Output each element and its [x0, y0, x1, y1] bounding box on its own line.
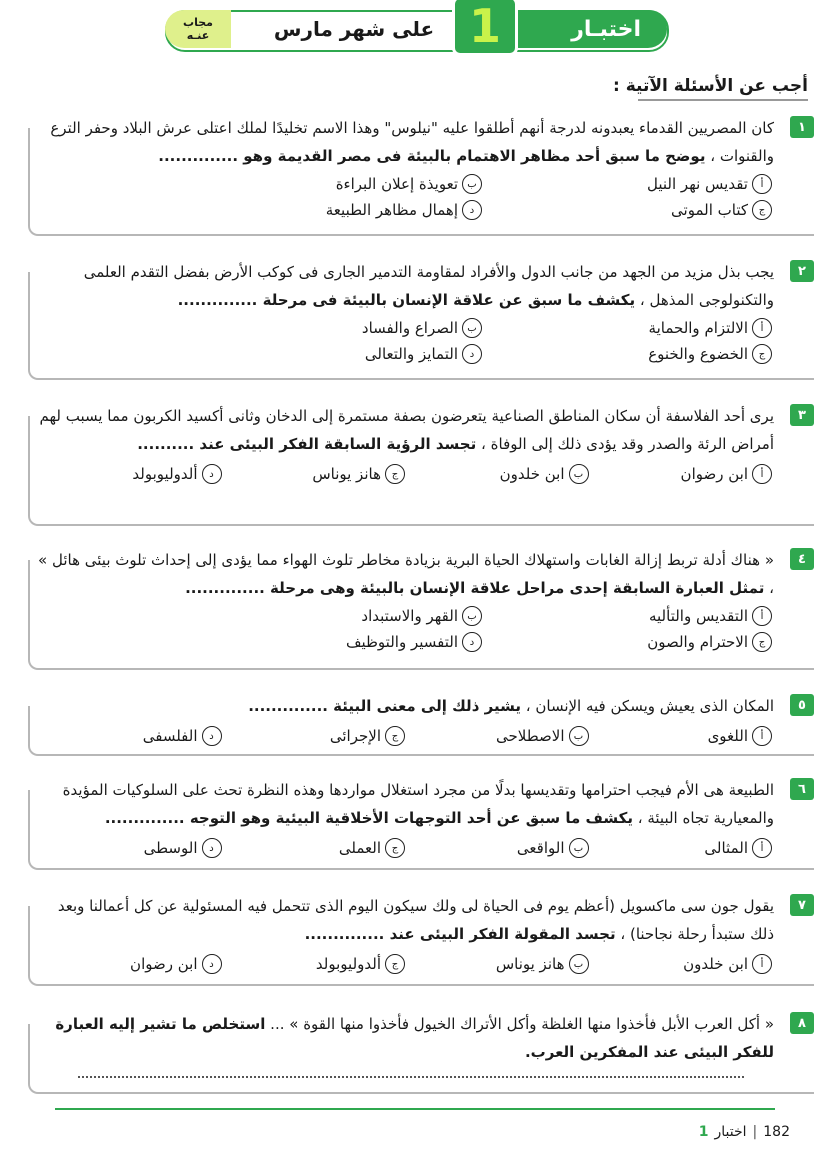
question-number: ٧ [790, 894, 814, 916]
instructions: أجب عن الأسئلة الآتية : [613, 76, 808, 96]
option-c[interactable]: ج الاحترام والصون [482, 632, 772, 652]
question-3 [28, 402, 814, 526]
option-a[interactable]: أ اللغوى [589, 726, 773, 746]
option-b[interactable]: ب ابن خلدون [405, 464, 589, 484]
answered-badge [165, 10, 231, 48]
option-d[interactable]: د ألدوليوبولد [38, 464, 222, 484]
option-a[interactable]: أ ابن رضوان [589, 464, 773, 484]
options [38, 318, 774, 364]
question-number: ٨ [790, 1012, 814, 1034]
option-b[interactable]: ب هانز يوناس [405, 954, 589, 974]
option-c[interactable]: ج هانز يوناس [222, 464, 406, 484]
question-stem: يجب بذل مزيد من الجهد من جانب الدول والأفراد لمقاومة التدمير الجارى فى كوكب الأرض بفضل التقدم العلمى والتكنولوجى المذهل ، يكشف ما سبق عن علاقة الإنسان بالبيئة فى مرحلة .............. [83, 263, 774, 309]
options [38, 838, 774, 858]
question-stem: الطبيعة هى الأم فيجب احترامها وتقديسها بدلًا من مجرد استغلال مواردها وهذه النظرة تحث على السلوكيات المؤيدة والمعيارية تجاه البيئة ، يكشف ما سبق عن أحد التوجهات الأخلاقية البيئية وهو التوجه .............. [62, 781, 774, 827]
options [38, 726, 774, 746]
option-d[interactable]: د الفلسفى [38, 726, 222, 746]
badge-line-1: مجاب [183, 16, 213, 29]
page-footer [699, 1124, 790, 1140]
option-b[interactable]: ب تعويذة إعلان البراءة [192, 174, 482, 194]
footer-separator: | [752, 1124, 758, 1140]
options [38, 464, 774, 484]
header-subtitle: على شهر مارس [273, 17, 435, 41]
badge-line-2: عنـه [186, 29, 210, 42]
question-number: ٦ [790, 778, 814, 800]
option-a[interactable]: أ المثالى [589, 838, 773, 858]
options [38, 606, 774, 652]
question-6 [28, 776, 814, 870]
option-d[interactable]: د إهمال مظاهر الطبيعة [192, 200, 482, 220]
option-d[interactable]: د الوسطى [38, 838, 222, 858]
header-number: 1 [452, 0, 518, 56]
option-b[interactable]: ب القهر والاستبداد [192, 606, 482, 626]
question-8 [28, 1010, 814, 1094]
instructions-underline [638, 99, 808, 101]
option-a[interactable]: أ ابن خلدون [589, 954, 773, 974]
question-2 [28, 258, 814, 380]
question-number: ٢ [790, 260, 814, 282]
question-stem: كان المصريين القدماء يعبدونه لدرجة أنهم أطلقوا عليه "نيلوس" وهذا الاسم تخليدًا لملك اعتلى عرش البلاد وحفر الترع والقنوات ، يوضح ما سبق أحد مظاهر الاهتمام بالبيئة فى مصر القديمة وهو .............. [50, 119, 774, 165]
option-a[interactable]: أ الالتزام والحماية [482, 318, 772, 338]
footer-divider [55, 1108, 775, 1110]
question-number: ١ [790, 116, 814, 138]
option-c[interactable]: ج الإجرائى [222, 726, 406, 746]
page-number: 182 [763, 1124, 790, 1140]
header-title: اختبـار [457, 10, 667, 48]
question-stem: يقول جون سى ماكسويل (أعظم يوم فى الحياة لى ولك سيكون اليوم الذى تتحمل فيه المسئولية عن كل أعمالنا وبعد ذلك ستبدأ رحلة نجاحنا) ، تجسد المقولة الفكر البيئى عند .............. [57, 897, 774, 943]
question-stem: « هناك أدلة تربط إزالة الغابات واستهلاك الحياة البرية بزيادة مخاطر تلوث الهواء مما يؤدى إلى إحداث تلوث بيئى هائل » ، تمثل العبارة السابقة إحدى مراحل علاقة الإنسان بالبيئة وهى مرحلة .............. [38, 551, 774, 597]
question-stem: يرى أحد الفلاسفة أن سكان المناطق الصناعية يتعرضون بصفة مستمرة إلى الدخان وثانى أكسيد الكربون مما يسبب لهم أمراض الرئة والصدر وقد يؤدى ذلك إلى الوفاة ، تجسد الرؤية السابقة الفكر البيئى عند .......... [39, 407, 774, 453]
option-b[interactable]: ب الاصطلاحى [405, 726, 589, 746]
footer-test-number: 1 [698, 1124, 709, 1140]
options [38, 174, 774, 220]
option-b[interactable]: ب الصراع والفساد [192, 318, 482, 338]
question-4 [28, 546, 814, 670]
test-header [165, 0, 669, 53]
question-7 [28, 892, 814, 986]
options [38, 954, 774, 974]
option-d[interactable]: د التمايز والتعالى [192, 344, 482, 364]
option-d[interactable]: د التفسير والتوظيف [192, 632, 482, 652]
option-a[interactable]: أ التقديس والتأليه [482, 606, 772, 626]
question-number: ٥ [790, 694, 814, 716]
question-stem: « أكل العرب الأبل فأخذوا منها الغلظة وأكل الأتراك الخيول فأخذوا منها القوة » ... استخلص ما تشير إليه العبارة للفكر البيئى عند المفكرين العرب. [55, 1015, 774, 1061]
option-c[interactable]: ج الخضوع والخنوع [482, 344, 772, 364]
question-number: ٤ [790, 548, 814, 570]
question-5 [28, 692, 814, 756]
option-c[interactable]: ج كتاب الموتى [482, 200, 772, 220]
question-stem: المكان الذى يعيش ويسكن فيه الإنسان ، يشير ذلك إلى معنى البيئة .............. [248, 697, 774, 715]
footer-label: اختبار [714, 1124, 747, 1140]
question-1 [28, 114, 814, 236]
option-d[interactable]: د ابن رضوان [38, 954, 222, 974]
answer-line[interactable] [78, 1076, 744, 1078]
option-a[interactable]: أ تقديس نهر النيل [482, 174, 772, 194]
option-c[interactable]: ج العملى [222, 838, 406, 858]
question-number: ٣ [790, 404, 814, 426]
option-c[interactable]: ج ألدوليوبولد [222, 954, 406, 974]
option-b[interactable]: ب الواقعى [405, 838, 589, 858]
